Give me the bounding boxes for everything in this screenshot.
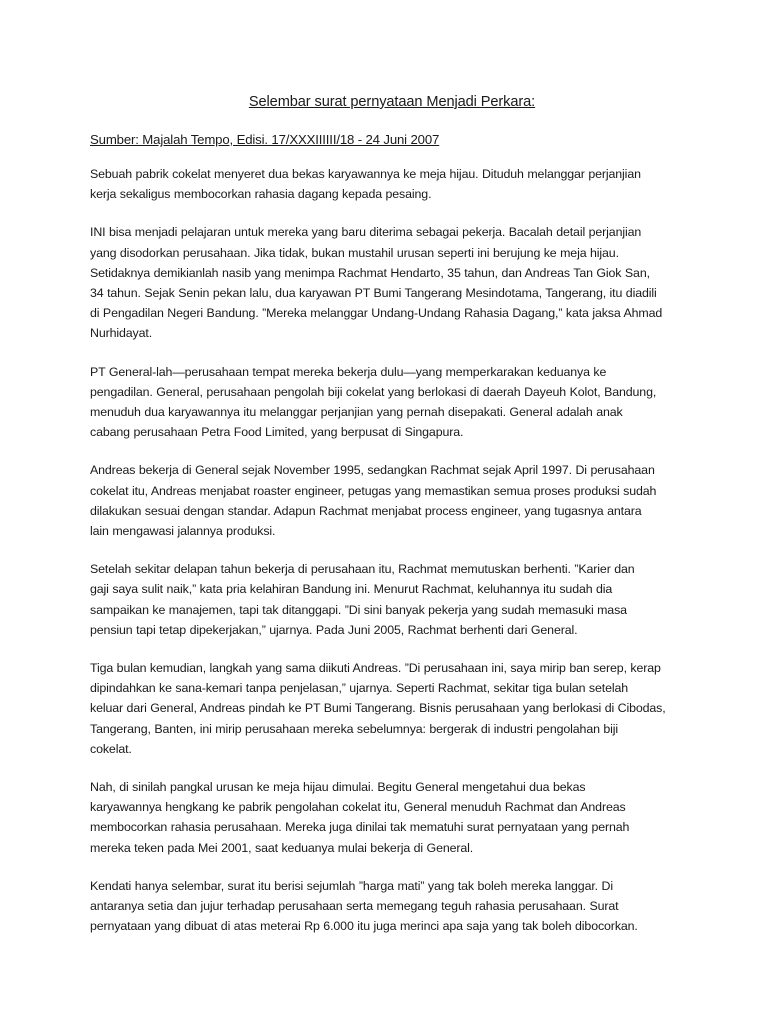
text-line: Setidaknya demikianlah nasib yang menimpa Rachmat Hendarto, 35 tahun, dan Andreas Tan Giok San,	[90, 265, 650, 280]
text-line: lain mengawasi jalannya produksi.	[90, 524, 276, 539]
text-line: menuduh dua karyawannya itu melanggar perjanjian yang pernah disepakati. General adalah anak	[90, 405, 623, 420]
source-citation: Sumber: Majalah Tempo, Edisi. 17/XXXIIIIII/18 - 24 Juni 2007	[90, 132, 440, 147]
text-line: cokelat itu, Andreas menjabat roaster engineer, petugas yang memastikan semua proses produksi sudah	[90, 483, 657, 498]
text-line: cabang perusahaan Petra Food Limited, yang berpusat di Singapura.	[90, 425, 464, 440]
text-line: Setelah sekitar delapan tahun bekerja di perusahaan itu, Rachmat memutuskan berhenti. ”Karier dan	[90, 562, 635, 577]
text-line: karyawannya hengkang ke pabrik pengolahan cokelat itu, General menuduh Rachmat dan Andreas	[90, 800, 626, 815]
text-line: dipindahkan ke sana-kemari tanpa penjelasan,” ujarnya. Seperti Rachmat, sekitar tiga bulan setelah	[90, 681, 629, 696]
text-line: Sebuah pabrik cokelat menyeret dua bekas karyawannya ke meja hijau. Dituduh melanggar perjanjian	[90, 167, 641, 181]
text-line: INI bisa menjadi pelajaran untuk mereka yang baru diterima sebagai pekerja. Bacalah detail perjanjian	[90, 225, 642, 240]
text-line: mereka teken pada Mei 2001, saat keduanya mulai bekerja di General.	[90, 840, 474, 855]
paragraph	[90, 559, 688, 640]
text-line: cokelat.	[90, 741, 132, 756]
text-line: pengadilan. General, perusahaan pengolah biji cokelat yang berlokasi di daerah Dayeuh Kolot, Bandung,	[90, 384, 657, 399]
text-line: Andreas bekerja di General sejak November 1995, sedangkan Rachmat sejak April 1997. Di perusahaan	[90, 463, 655, 478]
text-line: Kendati hanya selembar, surat itu berisi sejumlah ”harga mati” yang tak boleh mereka langgar. Di	[90, 878, 613, 893]
text-line: Nah, di sinilah pangkal urusan ke meja hijau dimulai. Begitu General mengetahui dua bekas	[90, 780, 586, 795]
text-line: gaji saya sulit naik,” kata pria kelahiran Bandung ini. Menurut Rachmat, keluhannya itu sudah dia	[90, 582, 613, 597]
text-line: Tiga bulan kemudian, langkah yang sama diikuti Andreas. ”Di perusahaan ini, saya mirip ban serep, kerap	[90, 661, 661, 676]
text-line: keluar dari General, Andreas pindah ke PT Bumi Tangerang. Bisnis perusahaan yang berlokasi di Cibodas,	[90, 701, 666, 716]
paragraph	[90, 460, 688, 541]
text-line: kerja sekaligus membocorkan rahasia dagang kepada pesaing.	[90, 187, 432, 202]
text-line: membocorkan rahasia perusahaan. Mereka juga dinilai tak mematuhi surat pernyataan yang pernah	[90, 820, 630, 835]
text-line: pensiun tapi tetap dipekerjakan,” ujarnya. Pada Juni 2005, Rachmat berhenti dari General.	[90, 622, 578, 637]
document-title: Selembar surat pernyataan Menjadi Perkara:	[248, 94, 536, 110]
text-line: PT General-lah—perusahaan tempat mereka bekerja dulu—yang memperkarakan keduanya ke	[90, 364, 607, 379]
text-line: sampaikan ke manajemen, tapi tak ditanggapi. ”Di sini banyak pekerja yang sudah memasuki masa	[90, 602, 627, 617]
text-line: di Pengadilan Negeri Bandung. ”Mereka melanggar Undang-Undang Rahasia Dagang,” kata jaksa Ahmad	[90, 306, 663, 321]
paragraph	[90, 164, 688, 204]
text-line: Tangerang, Banten, ini mirip perusahaan mereka sebelumnya: bergerak di industri pengolahan biji	[90, 721, 619, 736]
text-line: yang disodorkan perusahaan. Jika tidak, bukan mustahil urusan seperti ini berujung ke meja hijau.	[90, 245, 619, 260]
paragraph	[90, 658, 688, 759]
article-body	[90, 164, 688, 937]
text-line: antaranya setia dan jujur terhadap perusahaan serta memegang teguh rahasia perusahaan. Surat	[90, 899, 619, 914]
text-line: pernyataan yang dibuat di atas meterai Rp 6.000 itu juga merinci apa saja yang tak boleh dibocorkan.	[90, 919, 638, 934]
text-line: dilakukan sesuai dengan standar. Adapun Rachmat menjabat process engineer, yang tugasnya antara	[90, 503, 642, 518]
paragraph	[90, 362, 688, 443]
paragraph	[90, 222, 688, 343]
text-line: 34 tahun. Sejak Senin pekan lalu, dua karyawan PT Bumi Tangerang Mesindotama, Tangerang, itu diadili	[90, 286, 657, 301]
text-line: Nurhidayat.	[90, 326, 153, 341]
paragraph	[90, 876, 688, 937]
paragraph	[90, 777, 688, 858]
